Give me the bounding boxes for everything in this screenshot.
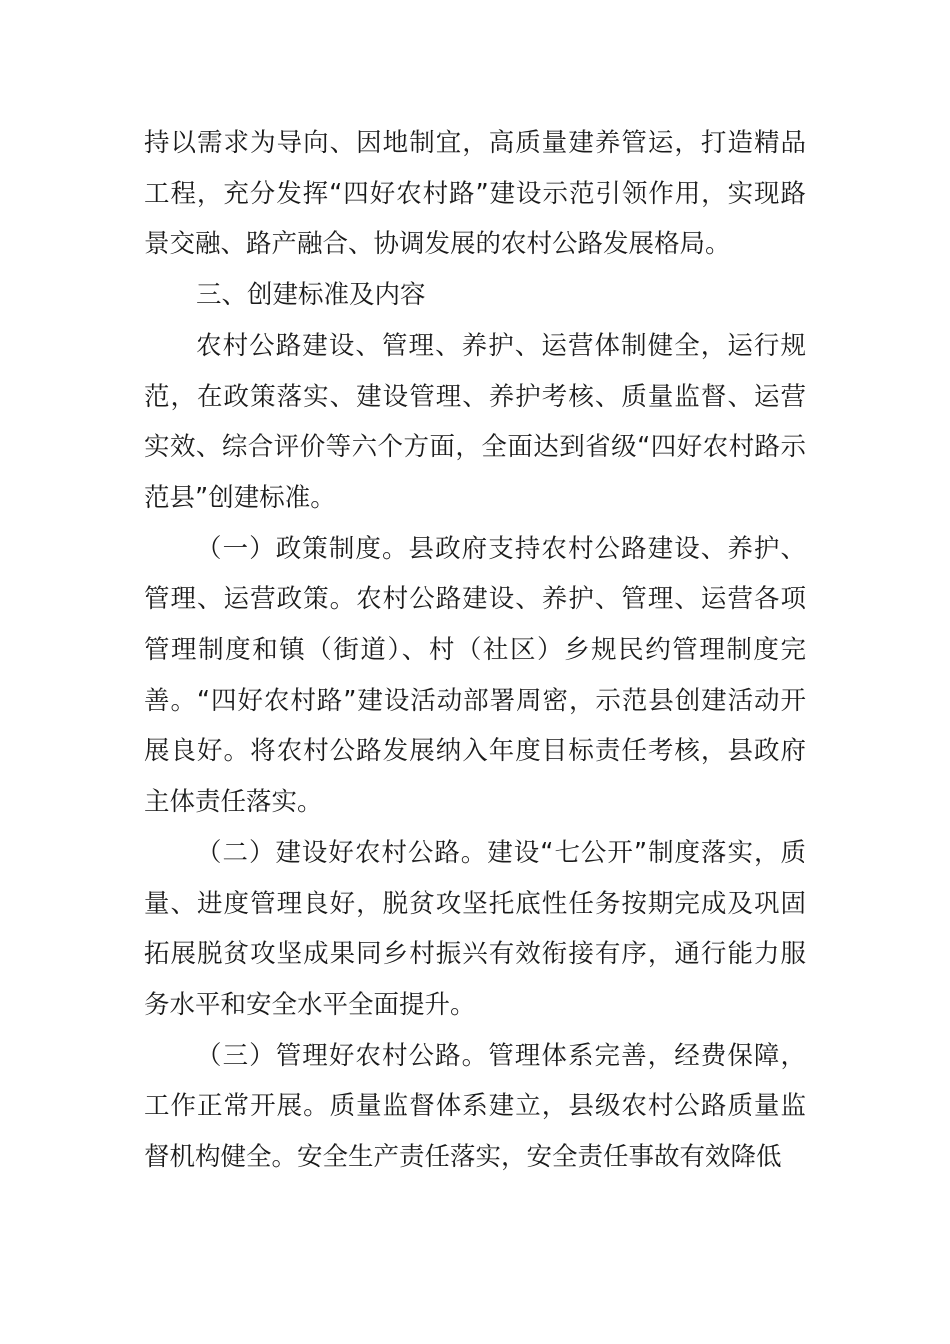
paragraph-continued: 持以需求为导向、因地制宜，高质量建养管运，打造精品工程，充分发挥“四好农村路”建设示范引领作用，实现路景交融、路产融合、协调发展的农村公路发展格局。 (144, 128, 806, 260)
document-body (144, 118, 806, 1183)
paragraph-management: （三）管理好农村公路。管理体系完善，经费保障，工作正常开展。质量监督体系建立，县级农村公路质量监督机构健全。安全生产责任落实，安全责任事故有效降低 (144, 1040, 806, 1173)
paragraph-policy: （一）政策制度。县政府支持农村公路建设、养护、管理、运营政策。农村公路建设、养护、管理、运营各项管理制度和镇（街道）、村（社区）乡规民约管理制度完善。“四好农村路”建设活动部署周密，示范县创建活动开展良好。将农村公路发展纳入年度目标责任考核，县政府主体责任落实。 (144, 533, 806, 818)
paragraph-construction: （二）建设好农村公路。建设“七公开”制度落实，质量、进度管理良好，脱贫攻坚托底性任务按期完成及巩固拓展脱贫攻坚成果同乡村振兴有效衔接有序，通行能力服务水平和安全水平全面提升。 (144, 837, 806, 1020)
paragraph-standards: 农村公路建设、管理、养护、运营体制健全，运行规范，在政策落实、建设管理、养护考核、质量监督、运营实效、综合评价等六个方面，全面达到省级“四好农村路示范县”创建标准。 (144, 330, 806, 513)
section-heading: 三、创建标准及内容 (196, 280, 426, 311)
